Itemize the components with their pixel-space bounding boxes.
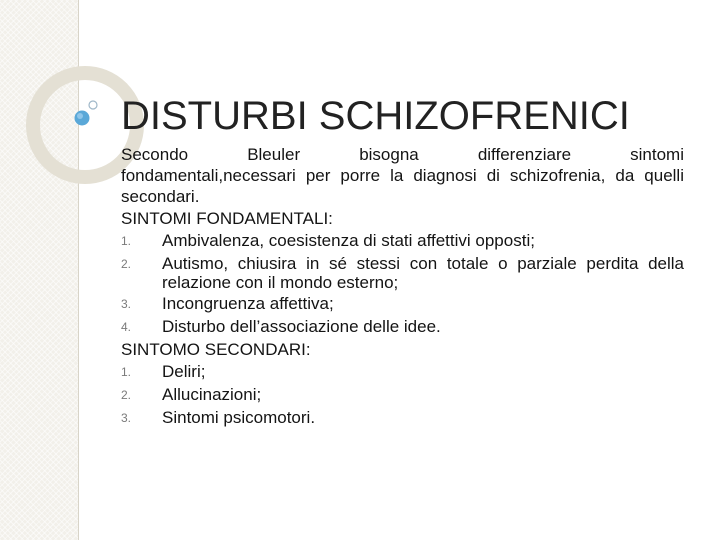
list-item <box>121 407 684 429</box>
list-number: 1. <box>121 365 132 379</box>
list-item-text: Deliri; <box>162 362 206 381</box>
secondary-heading: SINTOMO SECONDARI: <box>121 340 311 359</box>
slide-title: DISTURBI SCHIZOFRENICI <box>121 94 630 138</box>
list-item-text: Incongruenza affettiva; <box>162 294 334 313</box>
list-number: 3. <box>121 297 132 311</box>
intro-line-rest: fondamentali,necessari per porre la diagnosi di schizofrenia, da quelli secondari. <box>121 166 684 206</box>
intro-paragraph <box>121 144 684 207</box>
list-item <box>121 253 684 292</box>
list-item-text: Disturbo dell’associazione delle idee. <box>162 317 441 336</box>
small-ring-decoration <box>89 101 97 109</box>
list-number: 2. <box>121 257 132 271</box>
list-item <box>121 293 684 315</box>
list-item-text: Allucinazioni; <box>162 385 262 404</box>
list-item-text: Sintomi psicomotori. <box>162 408 316 427</box>
fundamental-list <box>121 230 684 338</box>
list-item-text: Autismo, chiusira in sé stessi con totale o parziale perdita della relazione con il mondo esterno; <box>162 254 684 292</box>
secondary-list <box>121 361 684 429</box>
list-item <box>121 361 684 383</box>
list-item-text: Ambivalenza, coesistenza di stati affettivi opposti; <box>162 231 535 250</box>
list-item <box>121 384 684 406</box>
list-item <box>121 316 684 338</box>
accent-dot-highlight <box>77 113 83 119</box>
slide-body <box>121 144 684 429</box>
intro-line-1: Secondo Bleuler bisogna differenziare sintomi <box>121 145 684 164</box>
list-item <box>121 230 684 252</box>
list-number: 1. <box>121 234 132 248</box>
fundamental-heading: SINTOMI FONDAMENTALI: <box>121 209 333 228</box>
list-number: 2. <box>121 388 132 402</box>
list-number: 3. <box>121 411 132 425</box>
list-number: 4. <box>121 320 132 334</box>
